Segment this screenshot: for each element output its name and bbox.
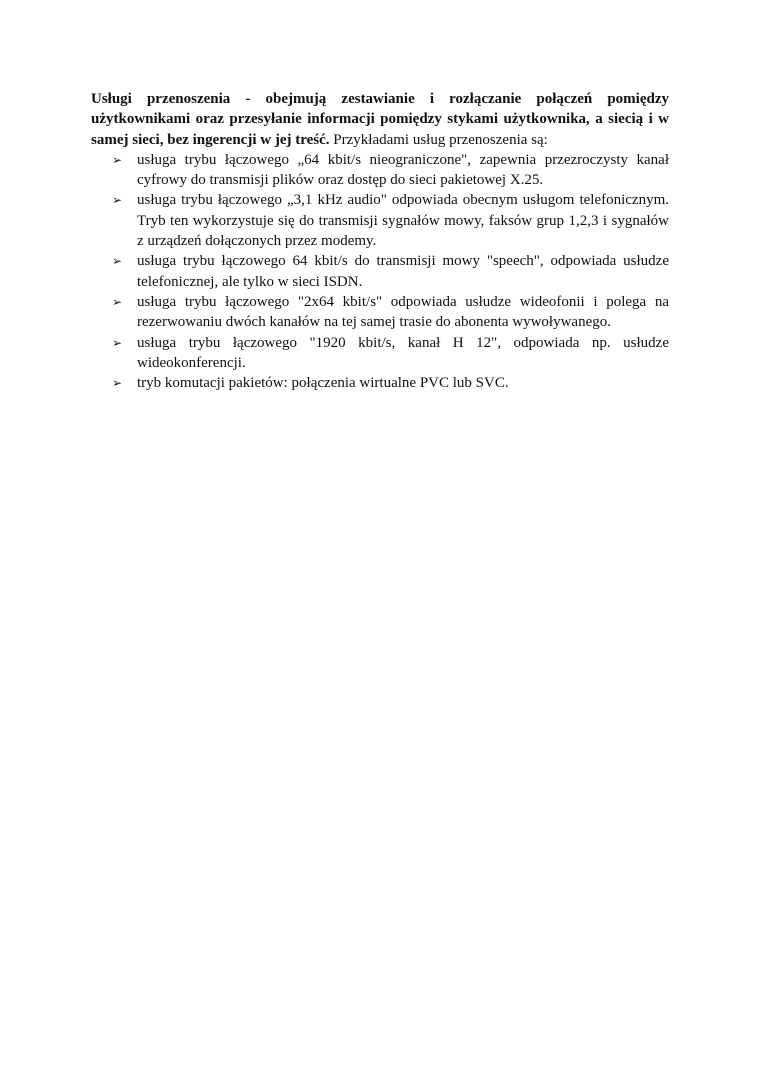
list-item-text: tryb komutacji pakietów: połączenia wirtualne PVC lub SVC. bbox=[137, 375, 509, 392]
arrow-bullet-icon: ➢ bbox=[112, 294, 123, 309]
arrow-bullet-icon: ➢ bbox=[112, 193, 123, 208]
list-item bbox=[91, 190, 669, 251]
arrow-bullet-icon: ➢ bbox=[112, 254, 123, 269]
list-item bbox=[91, 150, 669, 191]
intro-paragraph bbox=[91, 89, 669, 150]
arrow-bullet-icon: ➢ bbox=[112, 335, 123, 350]
list-item-text: usługa trybu łączowego "2x64 kbit/s" odpowiada usłudze wideofonii i polega na rezerwowaniu dwóch kanałów na tej samej trasie do abonenta wywoływanego. bbox=[137, 293, 669, 331]
list-item-text: usługa trybu łączowego 64 kbit/s do transmisji mowy "speech", odpowiada usłudze telefonicznej, ale tylko w sieci ISDN. bbox=[137, 253, 669, 290]
list-item-text: usługa trybu łączowego „3,1 kHz audio" odpowiada obecnym usługom telefonicznym. Tryb ten wykorzystuje się do transmisji sygnałów mowy, faksów grup 1,2,3 i sygnałów z urządzeń dołączonych przez modemy. bbox=[137, 192, 669, 250]
list-item bbox=[91, 333, 669, 374]
arrow-bullet-icon: ➢ bbox=[112, 152, 123, 167]
list-item-text: usługa trybu łączowego "1920 kbit/s, kanał H 12", odpowiada np. usłudze wideokonferencji. bbox=[137, 334, 669, 371]
list-item bbox=[91, 373, 669, 393]
services-list bbox=[91, 150, 669, 394]
intro-bold-text: Usługi przenoszenia - obejmują zestawianie i rozłączanie połączeń pomiędzy użytkownikami oraz przesyłanie informacji pomiędzy stykami użytkownika, a siecią i w samej sieci, bez ingerencji w jej treść. bbox=[91, 91, 669, 148]
list-item bbox=[91, 292, 669, 333]
arrow-bullet-icon: ➢ bbox=[112, 376, 123, 391]
document-page bbox=[91, 89, 669, 393]
intro-plain-text: Przykładami usług przenoszenia są: bbox=[329, 131, 548, 148]
list-item bbox=[91, 251, 669, 292]
list-item-text: usługa trybu łączowego „64 kbit/s nieograniczone", zapewnia przezroczysty kanał cyfrowy do transmisji plików oraz dostęp do sieci pakietowej X.25. bbox=[137, 151, 669, 189]
